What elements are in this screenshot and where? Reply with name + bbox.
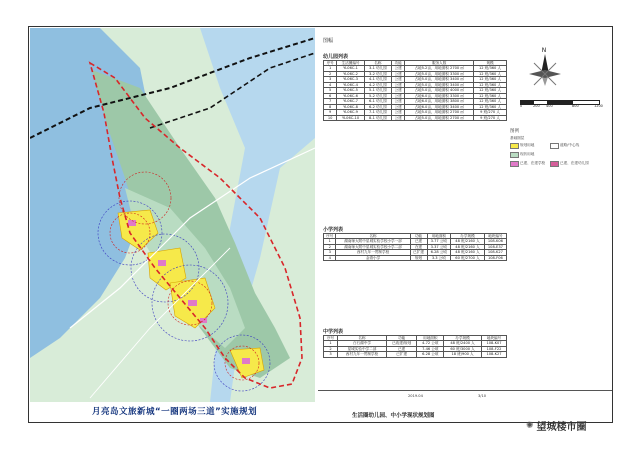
table-cell: 12 班/360 人: [474, 66, 507, 71]
column-header: 用地面积: [427, 234, 451, 239]
column-header: 序号: [324, 61, 337, 66]
legend-item: 已建、在建幼儿园: [550, 161, 589, 167]
table-cell: YL06C-10: [337, 115, 364, 120]
table-cell: 108-K27: [484, 250, 506, 255]
table-cell: 9: [324, 110, 337, 115]
table-row: [324, 99, 507, 104]
table-cell: 5-2 幼儿园: [364, 93, 391, 98]
column-header: 服务人数: [405, 61, 474, 66]
table-cell: YL06C-1: [337, 66, 364, 71]
kindergarten-table: [323, 60, 507, 121]
table-cell: 西村九年一贯制学校: [338, 352, 387, 357]
panel-header: 图幅: [323, 38, 334, 44]
column-header: 规模: [474, 61, 507, 66]
scale-label: 0: [520, 104, 523, 108]
table-cell: 108-E37: [484, 244, 506, 249]
column-header: 办学规模: [444, 336, 482, 341]
table-cell: YL06C-6: [337, 93, 364, 98]
column-header: 办学规模: [451, 234, 485, 239]
table-row: [324, 239, 507, 244]
scale-label: 200: [533, 104, 540, 108]
table-cell: YL06C-9: [337, 110, 364, 115]
table-cell: 公建: [392, 71, 405, 76]
table-cell: 白石湖中学: [338, 341, 387, 346]
primary-table: [323, 233, 507, 261]
table-row: [324, 352, 507, 357]
table-cell: 已扩建: [386, 352, 417, 357]
table-row: [324, 255, 507, 260]
table-cell: 1: [324, 341, 338, 346]
table-cell: 3-2 幼儿园: [364, 71, 391, 76]
north-label: N: [541, 47, 547, 54]
primary-title: 小学列表: [323, 227, 344, 233]
table-cell: 在建: [410, 244, 427, 249]
table-row: [324, 88, 507, 93]
table-cell: 12 班/360 人: [474, 104, 507, 109]
table-cell: 1: [324, 239, 336, 244]
table-cell: 10: [324, 115, 337, 120]
table-cell: 8-1 幼儿园: [364, 115, 391, 120]
table-cell: 9 班/270 人: [474, 110, 507, 115]
wechat-icon: ✺: [526, 420, 534, 431]
school-site-2: [158, 260, 166, 266]
table-cell: 3.77 公顷: [427, 239, 451, 244]
middle-table: [323, 335, 507, 358]
map-canvas: [30, 28, 315, 402]
table-cell: 48 班/2160 人: [451, 239, 485, 244]
table-cell: 12 班/360 人: [474, 82, 507, 87]
table-cell: 12 班/360 人: [474, 93, 507, 98]
table-cell: 60 班/3000 人: [444, 346, 482, 351]
table-cell: 已建: [410, 239, 427, 244]
table-cell: 规划: [410, 255, 427, 260]
table-cell: YL06C-3: [337, 77, 364, 82]
table-cell: YL06C-4: [337, 82, 364, 87]
table-cell: 湖南师大附中星城实验学校小学一部: [336, 239, 410, 244]
column-header: 名称: [338, 336, 387, 341]
table-cell: 金湾小学: [336, 255, 410, 260]
column-header: 地块编号: [484, 234, 506, 239]
table-cell: 4.72 公顷: [417, 341, 444, 346]
scale-label: 400: [546, 104, 553, 108]
column-header: 序号: [324, 234, 336, 239]
table-cell: 12 班/360 人: [474, 71, 507, 76]
table-cell: 7-1 幼儿园: [364, 110, 391, 115]
scale-bar: [520, 100, 603, 110]
column-header: 生活圈编号: [337, 61, 364, 66]
table-cell: 占地5.0亩，用地面积 3400 ㎡: [405, 82, 474, 87]
school-site-1: [128, 220, 136, 226]
table-cell: 公建: [392, 93, 405, 98]
map-view[interactable]: [30, 28, 315, 402]
table-cell: 4: [324, 255, 336, 260]
table-cell: 108-F06: [484, 255, 506, 260]
column-header: 用地面积: [417, 336, 444, 341]
column-header: 功能: [392, 61, 405, 66]
table-cell: 5-1 幼儿园: [364, 88, 391, 93]
school-site-4: [242, 358, 250, 364]
table-cell: 公建: [392, 82, 405, 87]
table-cell: YL06C-5: [337, 88, 364, 93]
page-label: 3/10: [478, 394, 487, 398]
table-cell: 3-1 幼儿园: [364, 66, 391, 71]
north-arrow: [520, 46, 570, 102]
watermark-text: 望城楼市圈: [536, 422, 587, 433]
table-cell: 6-1 幼儿园: [364, 99, 391, 104]
table-cell: YL06C-7: [337, 99, 364, 104]
table-cell: 占地5.0亩，用地面积 2700 ㎡: [405, 115, 474, 120]
watermark: [526, 418, 587, 433]
table-cell: 3.37 公顷: [427, 244, 451, 249]
table-cell: 4: [324, 82, 337, 87]
column-header: 名称: [364, 61, 391, 66]
column-header: 功能: [410, 234, 427, 239]
table-cell: 已改建/规划: [386, 341, 417, 346]
table-cell: YL06C-2: [337, 71, 364, 76]
table-cell: 60 班/2700 人: [451, 255, 485, 260]
column-header: 名称: [336, 234, 410, 239]
table-cell: 18 班/900 人: [444, 352, 482, 357]
table-cell: 星城实验中学二部: [338, 346, 387, 351]
table-row: [324, 66, 507, 71]
table-cell: 占地5.2亩，用地面积 2700 ㎡: [405, 66, 474, 71]
table-cell: 108-K06: [484, 239, 506, 244]
legend-item: 道路/中心线: [550, 143, 579, 149]
table-cell: 1: [324, 66, 337, 71]
table-cell: 7.46 公顷: [417, 346, 444, 351]
table-cell: 占地6.0亩，用地面积 3800 ㎡: [405, 99, 474, 104]
table-cell: 12 班/360 人: [474, 88, 507, 93]
date-label: 2019.04: [408, 394, 423, 398]
table-cell: 3.3 公顷: [427, 255, 451, 260]
table-cell: 48 班/2160 人: [451, 244, 485, 249]
legend-item: 现状用地: [510, 152, 534, 158]
table-cell: 5: [324, 88, 337, 93]
table-cell: 108-K27: [482, 352, 507, 357]
table-cell: 6: [324, 93, 337, 98]
table-cell: 已扩建: [410, 250, 427, 255]
legend-subtitle: 基础图层: [510, 136, 525, 140]
table-cell: 3: [324, 352, 338, 357]
table-cell: 公建: [392, 77, 405, 82]
table-cell: 9 班/270 人: [474, 115, 507, 120]
table-row: [324, 77, 507, 82]
table-cell: 6.28 公顷: [427, 250, 451, 255]
table-cell: 公建: [392, 88, 405, 93]
table-cell: 公建: [392, 115, 405, 120]
table-cell: 湖南师大附中星城实验学校小学二部: [336, 244, 410, 249]
scale-label: 1200: [594, 104, 603, 108]
table-cell: 6.28 公顷: [417, 352, 444, 357]
kindergarten-title: 幼儿园列表: [323, 54, 349, 60]
table-cell: 108-K07: [482, 341, 507, 346]
table-cell: 占地5.0亩，用地面积 3400 ㎡: [405, 77, 474, 82]
legend: [510, 128, 608, 172]
table-cell: 48 班/2160 人: [451, 250, 485, 255]
map-title: 月亮岛文旅新城“一圈两场三道”实施规划: [92, 407, 258, 417]
table-cell: 8: [324, 104, 337, 109]
table-cell: YL06C-8: [337, 104, 364, 109]
table-cell: 占地6.0亩，用地面积 3300 ㎡: [405, 93, 474, 98]
table-cell: 3: [324, 250, 336, 255]
legend-title: 图例: [510, 129, 519, 134]
column-header: 序号: [324, 336, 338, 341]
table-cell: 2: [324, 71, 337, 76]
table-cell: 2: [324, 244, 336, 249]
table-cell: 4-1 幼儿园: [364, 77, 391, 82]
table-cell: 公建: [392, 110, 405, 115]
column-header: 地块编号: [482, 336, 507, 341]
column-header: 功能: [386, 336, 417, 341]
table-cell: 占地5.0亩，用地面积 3300 ㎡: [405, 71, 474, 76]
table-cell: 公建: [392, 99, 405, 104]
table-cell: 3: [324, 77, 337, 82]
table-cell: 占地6.0亩，用地面积 3400 ㎡: [405, 104, 474, 109]
table-cell: 108-F22: [482, 346, 507, 351]
sheet-title: 生活圈幼儿园、中小学现状规划图: [352, 413, 435, 419]
middle-title: 中学列表: [323, 329, 344, 335]
table-cell: 公建: [392, 66, 405, 71]
table-cell: 公建: [392, 104, 405, 109]
table-cell: 12 班/360 人: [474, 77, 507, 82]
table-row: [324, 115, 507, 120]
table-cell: 7: [324, 99, 337, 104]
legend-item: 规划用地: [510, 143, 534, 149]
table-cell: 已建: [386, 346, 417, 351]
table-cell: 占地5.0亩，用地面积 4000 ㎡: [405, 88, 474, 93]
school-site-3: [188, 300, 197, 306]
table-cell: 6-2 幼儿园: [364, 104, 391, 109]
table-cell: 48 班/2400 人: [444, 341, 482, 346]
legend-item: 已建、在建学校: [510, 161, 545, 167]
table-cell: 占地5.0亩，用地面积 2700 ㎡: [405, 110, 474, 115]
table-cell: 12 班/360 人: [474, 99, 507, 104]
table-cell: 西村九年一贯制学校: [336, 250, 410, 255]
table-cell: 2: [324, 346, 338, 351]
scale-label: 800: [572, 104, 579, 108]
table-cell: 4-2 幼儿园: [364, 82, 391, 87]
